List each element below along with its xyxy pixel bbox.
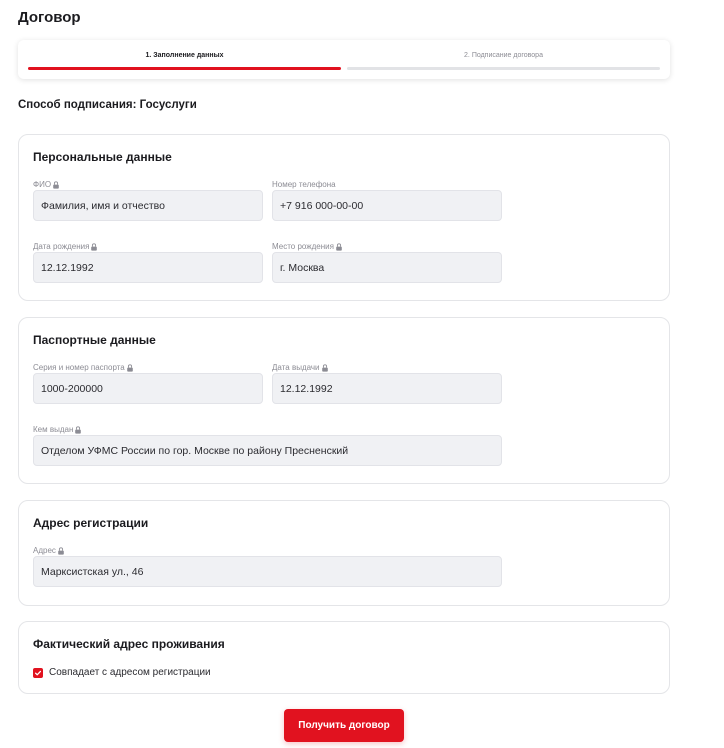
lock-icon	[52, 181, 60, 189]
sign-method-label: Способ подписания: Госуслуги	[18, 99, 197, 111]
step-label: 1. Заполнение данных	[145, 52, 224, 59]
passport-data-card	[18, 317, 670, 484]
passport-number-field	[33, 362, 263, 404]
field-label: Дата рождения	[33, 242, 90, 251]
lock-icon	[74, 426, 82, 434]
same-address-checkbox-row[interactable]	[33, 667, 211, 678]
field-label: Номер телефона	[272, 180, 336, 189]
phone-field	[272, 179, 502, 221]
issue-date-input[interactable]: 12.12.1992	[272, 373, 502, 404]
stepper	[18, 40, 670, 79]
card-title: Паспортные данные	[33, 333, 156, 347]
step-progress-bar	[347, 67, 660, 70]
actual-address-card	[18, 621, 670, 694]
field-label: ФИО	[33, 180, 52, 189]
address-field	[33, 545, 502, 587]
page-title: Договор	[18, 9, 81, 26]
personal-data-card	[18, 134, 670, 301]
birth-place-input[interactable]: г. Москва	[272, 252, 502, 283]
issue-date-field	[272, 362, 502, 404]
step-sign-contract[interactable]	[347, 40, 660, 79]
get-contract-button[interactable]: Получить договор	[284, 709, 404, 742]
lock-icon	[90, 243, 98, 251]
issued-by-input[interactable]: Отделом УФМС России по гор. Москве по району Пресненский	[33, 435, 502, 466]
step-label: 2. Подписание договора	[464, 52, 543, 59]
checkbox-label: Совпадает с адресом регистрации	[49, 667, 211, 678]
birth-date-input[interactable]: 12.12.1992	[33, 252, 263, 283]
issued-by-field	[33, 424, 502, 466]
same-address-checkbox[interactable]	[33, 668, 43, 678]
lock-icon	[321, 364, 329, 372]
fio-input[interactable]: Фамилия, имя и отчество	[33, 190, 263, 221]
lock-icon	[126, 364, 134, 372]
card-title: Персональные данные	[33, 150, 172, 164]
birth-place-field	[272, 241, 502, 283]
field-label: Адрес	[33, 546, 56, 555]
birth-date-field	[33, 241, 263, 283]
fio-field	[33, 179, 263, 221]
step-progress-bar	[28, 67, 341, 70]
registration-address-card	[18, 500, 670, 606]
field-label: Дата выдачи	[272, 363, 320, 372]
address-input[interactable]: Марксистская ул., 46	[33, 556, 502, 587]
lock-icon	[335, 243, 343, 251]
step-fill-data[interactable]	[28, 40, 341, 79]
card-title: Фактический адрес проживания	[33, 637, 225, 651]
phone-input[interactable]: +7 916 000-00-00	[272, 190, 502, 221]
passport-number-input[interactable]: 1000-200000	[33, 373, 263, 404]
lock-icon	[57, 547, 65, 555]
field-label: Серия и номер паспорта	[33, 363, 125, 372]
field-label: Место рождения	[272, 242, 334, 251]
card-title: Адрес регистрации	[33, 516, 149, 530]
field-label: Кем выдан	[33, 425, 74, 434]
check-icon	[34, 669, 42, 677]
